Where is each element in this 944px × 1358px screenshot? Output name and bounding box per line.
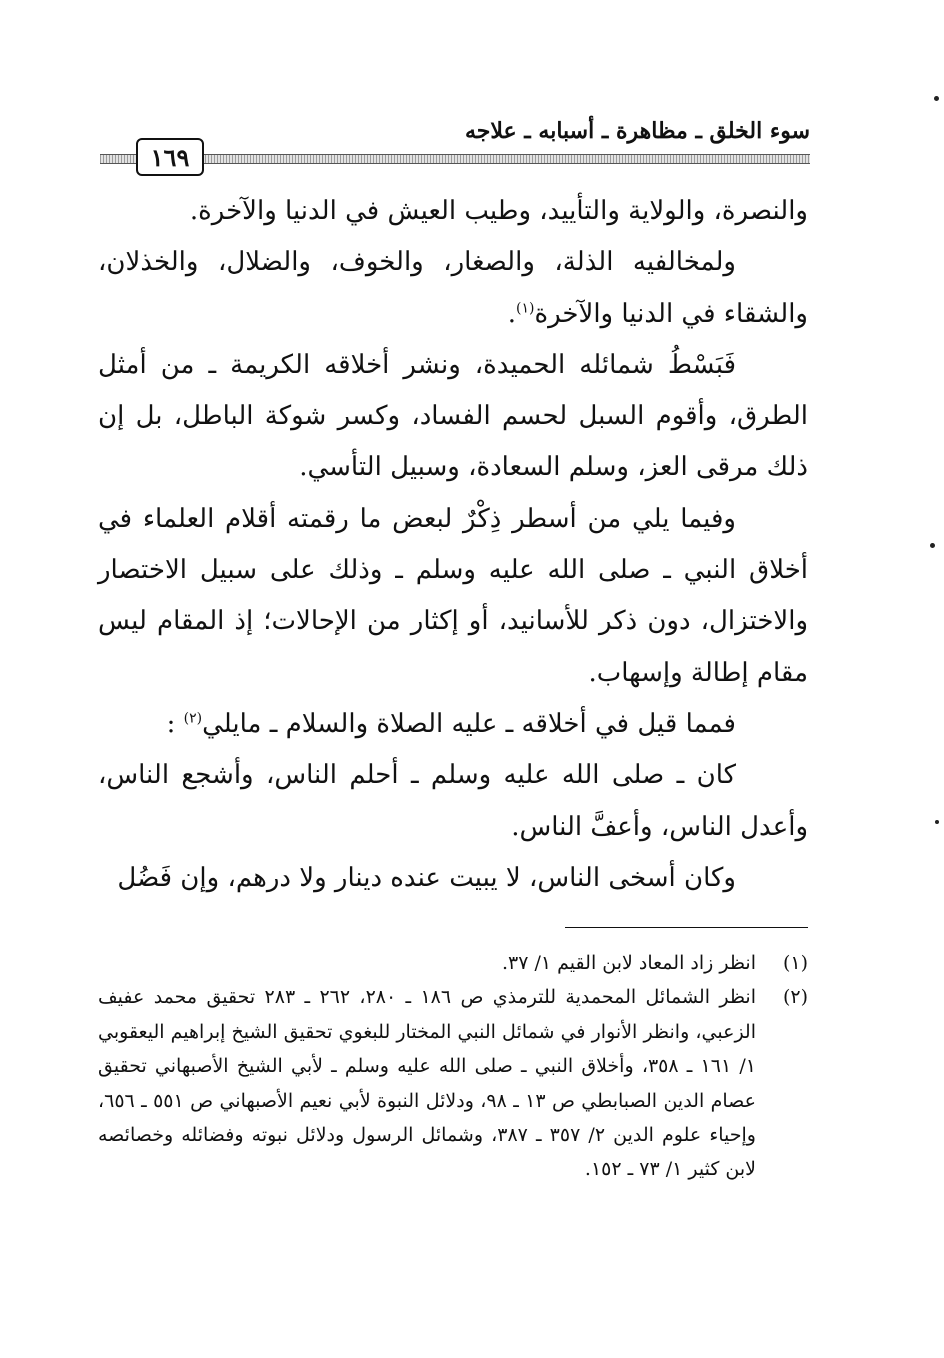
scan-speck — [935, 820, 939, 824]
paragraph-2-end: . — [507, 298, 516, 329]
paragraph-5 — [98, 699, 808, 750]
footnote-separator — [565, 927, 808, 928]
paragraph-5-text: فمما قيل في أخلاقه ـ عليه الصلاة والسلام ـ مايلي — [202, 708, 736, 739]
paragraph-3: فَبَسْطُ شمائله الحميدة، ونشر أخلاقه الكريمة ـ من أمثل الطرق، وأقوم السبل لحسم الفساد، وكسر شوكة الباطل، بل إن ذلك مرقى العز، وسلم السعادة، وسبيل التأسي. — [98, 349, 808, 483]
footnote-ref-2: (٢) — [183, 710, 203, 727]
footnote-number: (١) — [782, 952, 808, 974]
main-text — [98, 186, 808, 904]
running-title: سوء الخلق ـ مظاهرة ـ أسبابه ـ علاجه — [465, 118, 810, 144]
footnotes — [98, 946, 808, 1187]
page-header — [100, 118, 810, 178]
scan-speck — [934, 96, 939, 101]
scan-speck — [930, 543, 935, 548]
footnote-text: انظر زاد المعاد لابن القيم ١/ ٣٧. — [501, 952, 756, 974]
footnote-text: انظر الشمائل المحمدية للترمذي ص ١٨٦ ـ ٢٨٠، ٢٦٢ ـ ٢٨٣ تحقيق محمد عفيف الزعبي، وانظر الأنوار في شمائل النبي المختار للبغوي تحقيق الشيخ إبراهيم اليعقوبي ١/ ١٦١ ـ ٣٥٨، وأخلاق النبي ـ صلى الله عليه وسلم ـ لأبي الشيخ الأصبهاني تحقيق عصام الدين الصبابطي ص ١٣ ـ ٩٨، ودلائل النبوة لأبي نعيم الأصبهاني ص ٥٥١ ـ ٦٥٦، وإحياء علوم الدين ٢/ ٣٥٧ ـ ٣٨٧، وشمائل الرسول ودلائل نبوته وفضائله وخصائصه لابن كثير ١/ ٧٣ ـ ١٥٢. — [98, 986, 756, 1181]
header-rule — [100, 154, 810, 164]
paragraph-6: كان ـ صلى الله عليه وسلم ـ أحلم الناس، وأشجع الناس، وأعدل الناس، وأعفَّ الناس. — [98, 760, 808, 842]
page-number: ١٦٩ — [136, 138, 204, 176]
footnote-ref-1: (١) — [515, 299, 535, 316]
footnote-number: (٢) — [782, 986, 808, 1009]
paragraph-7: وكان أسخى الناس، لا يبيت عنده دينار ولا درهم، وإن فَضُل — [117, 862, 736, 893]
paragraph-4: وفيما يلي من أسطر ذِكْرٌ لبعض ما رقمته أقلام العلماء في أخلاق النبي ـ صلى الله عليه وسلم ـ وذلك على سبيل الاختصار والاختزال، دون ذكر للأسانيد، أو إكثار من الإحالات؛ إذ المقام ليس مقام إطالة وإسهاب. — [98, 503, 808, 688]
paragraph-1: والنصرة، والولاية والتأييد، وطيب العيش في الدنيا والآخرة. — [189, 196, 808, 226]
paragraph-5-end: : — [166, 708, 176, 739]
paragraph-2 — [98, 237, 808, 340]
paragraph-2-text: ولمخالفيه الذلة، والصغار، والخوف، والضلال، والخذلان، والشقاء في الدنيا والآخرة — [98, 247, 808, 329]
footnote-1 — [98, 946, 808, 980]
footnote-2 — [98, 980, 808, 1186]
